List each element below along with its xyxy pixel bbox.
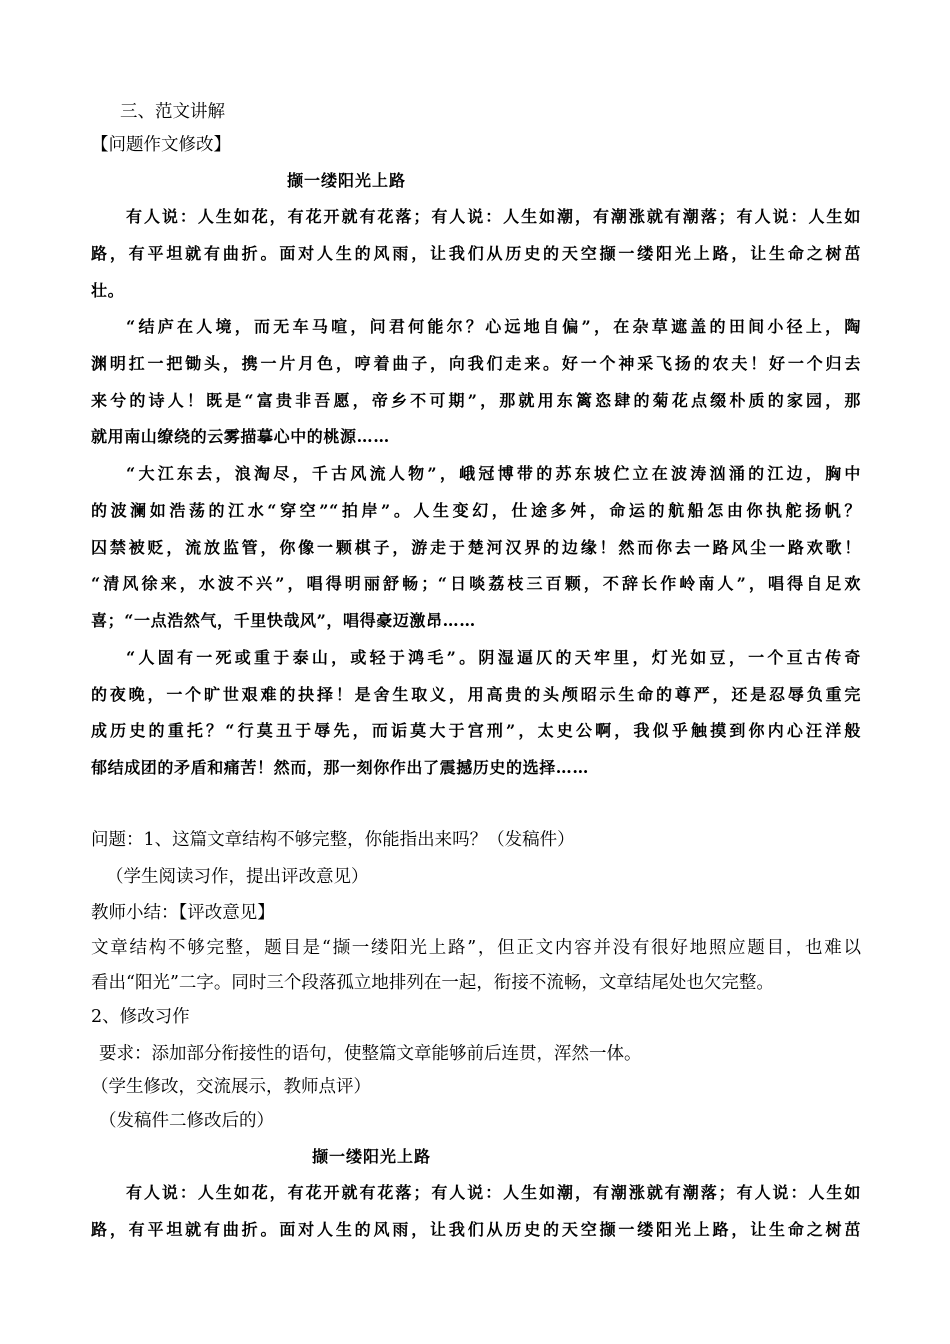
comment-line: 文章结构不够完整，题目是“撷一缕阳光上路”，但正文内容并没有很好地照应题目，也难以 (91, 938, 861, 958)
essay1-line: 喜；“一点浩然气，千里快哉风”，唱得豪迈激昂…… (91, 611, 476, 630)
essay1-line: 就用南山缭绕的云雾描摹心中的桃源…… (91, 427, 390, 446)
essay1-line: 的波澜如浩荡的江水“穿空”“拍岸”。人生变幻，仕途多舛，命运的航船怎由你执舵扬帆？ (91, 501, 861, 520)
handout-note: （发稿件二修改后的） (99, 1111, 274, 1131)
essay1-line: “清风徐来，水波不兴”，唱得明丽舒畅；“日啖荔枝三百颗，不辞长作岭南人”，唱得自足欢 (91, 574, 861, 593)
essay1-line: 成历史的重托？“行莫丑于辱先，而诟莫大于宫刑”，太史公啊，我似乎触摸到你内心汪洋般 (91, 721, 861, 740)
essay2-title: 撷一缕阳光上路 (312, 1147, 432, 1166)
essay1-line: “大江东去，浪淘尽，千古风流人物”，峨冠博带的苏东坡伫立在波涛汹涌的江边，胸中 (126, 464, 861, 483)
requirement-text: 要求：添加部分衔接性的语句，使整篇文章能够前后连贯，浑然一体。 (99, 1044, 642, 1064)
section-heading: 三、范文讲解 (120, 102, 225, 122)
student-read-note: （学生阅读习作，提出评改意见） (106, 867, 369, 887)
essay1-line: 壮。 (91, 281, 125, 300)
revise-heading: 2、修改习作 (91, 1007, 190, 1027)
comment-line: 看出“阳光”二字。同时三个段落孤立地排列在一起，衔接不流畅，文章结尾处也欠完整。 (91, 973, 774, 993)
essay2-line: 有人说：人生如花，有花开就有花落；有人说：人生如潮，有潮涨就有潮落；有人说：人生如 (126, 1183, 861, 1202)
teacher-summary: 教师小结：【评改意见】 (91, 903, 275, 923)
problem-essay-label: 【问题作文修改】 (91, 135, 231, 155)
essay1-line: “结庐在人境，而无车马喧，问君何能尔？心远地自偏”，在杂草遮盖的田间小径上，陶 (126, 317, 861, 336)
essay2-line: 路，有平坦就有曲折。面对人生的风雨，让我们从历史的天空撷一缕阳光上路，让生命之树茁 (91, 1220, 861, 1239)
question-text: 问题：1、这篇文章结构不够完整，你能指出来吗？（发稿件） (91, 830, 575, 850)
essay1-line: 郁结成团的矛盾和痛苦！然而，那一刻你作出了震撼历史的选择…… (91, 758, 590, 777)
essay1-line: 的夜晚，一个旷世艰难的抉择！是舍生取义，用高贵的头颅昭示生命的尊严，还是忍辱负重完 (91, 685, 861, 704)
student-revise-note: （学生修改，交流展示，教师点评） (91, 1077, 371, 1097)
essay1-line: 渊明扛一把锄头，携一片月色，哼着曲子，向我们走来。好一个神采飞扬的农夫！好一个归去 (91, 354, 861, 373)
essay1-line: 路，有平坦就有曲折。面对人生的风雨，让我们从历史的天空撷一缕阳光上路，让生命之树茁 (91, 244, 861, 263)
essay1-title: 撷一缕阳光上路 (287, 171, 407, 190)
essay1-line: 来兮的诗人！既是“富贵非吾愿，帝乡不可期”，那就用东篱恣肆的菊花点缀朴质的家园，那 (91, 391, 861, 410)
essay1-line: 囚禁被贬，流放监管，你像一颗棋子，游走于楚河汉界的边缘！然而你去一路风尘一路欢歌！ (91, 538, 861, 557)
essay1-line: “人固有一死或重于泰山，或轻于鸿毛”。阴湿逼仄的天牢里，灯光如豆，一个亘古传奇 (126, 648, 861, 667)
essay1-line: 有人说：人生如花，有花开就有花落；有人说：人生如潮，有潮涨就有潮落；有人说：人生如 (126, 207, 861, 226)
